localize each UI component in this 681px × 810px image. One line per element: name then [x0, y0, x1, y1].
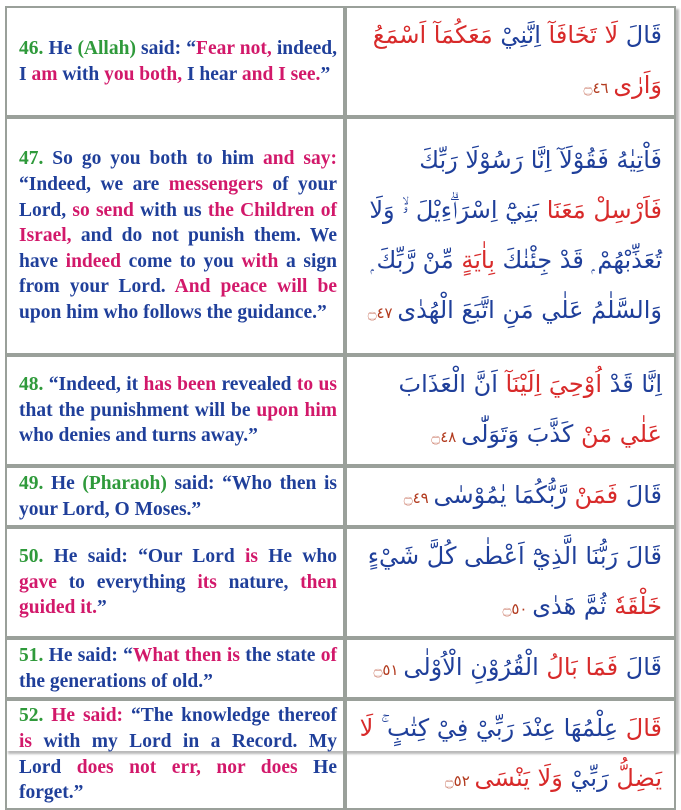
verse-number: 46. [19, 37, 44, 59]
translation-segment: its [197, 571, 217, 593]
translation-segment: He said: “Our Lord [43, 546, 245, 568]
translation-segment: (Pharaoh) [82, 472, 167, 494]
arabic-segment: قَالَ رَبُّنَا الَّذِيْٓ اَعْطٰى [464, 542, 662, 570]
arabic-segment: اُوْحِيَ اِلَيْنَآ [505, 370, 602, 398]
translation-segment: with [57, 63, 105, 85]
translation-segment: He said: “ [43, 644, 133, 666]
verse-row-49 [5, 466, 676, 527]
arabic-segment: اِنَّنِيْ [500, 21, 549, 49]
verse-number: 47. [19, 148, 44, 170]
ayah-end-marker: ۝٥١ [373, 661, 404, 679]
translation-segment: and I see. [241, 63, 321, 85]
translation-segment: who denies and turns away.” [19, 425, 258, 447]
translation-segment: has been [143, 374, 217, 396]
translation-segment: is [19, 730, 33, 752]
verse-row-50 [5, 527, 676, 638]
translation-segment: What then is [132, 644, 240, 666]
translation-segment: He [43, 37, 78, 59]
arabic-segment: فَاَرْسِلْ مَعَنَا [546, 195, 662, 224]
arabic-segment: كَذَّبَ وَتَوَلّٰى [461, 420, 581, 448]
arabic-segment: الْقُرُوْنِ الْاُوْلٰى [403, 653, 547, 681]
arabic-segment: قَالَ [618, 21, 662, 49]
translation-segment: upon him who follows the guidance.” [19, 301, 327, 323]
translation-segment: you both, [104, 63, 183, 85]
translation-segment: to everything [56, 571, 198, 593]
translation-segment: (Allah) [77, 37, 136, 59]
ayah-end-marker: ۝٤٩ [403, 489, 434, 507]
ayah-end-marker: ۝٤٧ [367, 303, 398, 322]
arabic-segment: بَنِيْٓ اِسْرَاۗءِيْلَ ۥۙ [402, 195, 547, 224]
arabic-segment: وَلَا يَنْسَى [474, 764, 563, 792]
verse-number: 52. [19, 705, 44, 727]
arabic-text-cell [345, 527, 676, 638]
translation-segment: indeed [65, 250, 121, 272]
verse-row-51 [5, 638, 676, 699]
translation-segment: “Indeed, it [43, 374, 144, 396]
translation-segment: to us [296, 374, 337, 396]
arabic-segment: بِاٰيَةٍ [461, 245, 495, 274]
arabic-segment: قَالَ [618, 714, 662, 742]
translation-segment: Fear not, [196, 37, 272, 59]
translation-segment: “Indeed, we are [19, 174, 169, 196]
verse-number: 51. [19, 644, 44, 666]
translation-segment: so send [72, 199, 134, 221]
ayah-end-marker: ۝٥٢ [444, 772, 475, 790]
verse-table-body [5, 6, 676, 810]
ayah-end-marker: ۝٤٦ [583, 79, 614, 97]
english-translation-cell [5, 117, 345, 355]
arabic-text-cell [345, 6, 676, 117]
verse-row-52 [5, 699, 676, 810]
arabic-segment: خَلْقَهٗ [614, 592, 662, 620]
verse-row-48 [5, 355, 676, 466]
arabic-segment: وَلَا تُعَذِّبْهُمْ ۭ قَدْ جِئْنٰكَ [369, 195, 662, 274]
translation-segment: and say: [263, 148, 338, 170]
translation-segment: of [320, 644, 338, 666]
arabic-text-cell [345, 699, 676, 810]
translation-segment: And peace will be [174, 276, 338, 298]
arabic-segment: ثُمَّ هَدٰى [532, 592, 615, 620]
translation-segment: I hear [182, 63, 242, 85]
translation-segment: messengers [168, 174, 263, 196]
translation-segment: the Children of Israel, [19, 199, 337, 247]
translation-segment: gave [19, 571, 57, 593]
translation-segment: said: “ [135, 37, 197, 59]
arabic-segment: كُلَّ شَيْءٍ [367, 542, 465, 570]
arabic-segment: قَالَ [618, 653, 662, 681]
english-translation-cell [5, 6, 345, 117]
ayah-end-marker: ۝٥٠ [502, 600, 533, 618]
translation-segment: “The knowledge thereof [130, 705, 337, 727]
verse-row-47 [5, 117, 676, 355]
translation-segment: the state [239, 644, 321, 666]
arabic-text-cell [345, 355, 676, 466]
translation-segment: upon him [256, 399, 337, 421]
verse-number: 48. [19, 374, 44, 396]
arabic-text-cell [345, 117, 676, 355]
english-translation-cell [5, 638, 345, 699]
arabic-segment: لَا تَخَافَآ [548, 21, 619, 49]
arabic-segment: عِلْمُهَا عِنْدَ رَبِّيْ فِيْ كِتٰبٍ ۚ [380, 714, 619, 742]
translation-segment: is [244, 546, 258, 568]
arabic-segment: مَعَكُمَآ اَسْمَعُ وَاَرٰى [372, 21, 662, 99]
arabic-segment: مِّنْ رَّبِّكَ ۭ وَالسَّلٰمُ عَلٰي مَنِ [370, 245, 662, 324]
arabic-segment: قَالَ [618, 481, 662, 509]
arabic-segment: اَنَّ الْعَذَابَ [398, 370, 506, 398]
english-translation-cell [5, 699, 345, 810]
arabic-text-cell [345, 638, 676, 699]
arabic-segment: اِنَّا قَدْ [602, 370, 662, 398]
translation-segment: So go you both to him [43, 148, 264, 170]
translation-segment: nature, [216, 571, 301, 593]
translation-segment: said: “Who then is your Lord, O Moses.” [19, 472, 337, 520]
ayah-end-marker: ۝٤٨ [431, 428, 462, 446]
arabic-segment: لَا يَضِلُّ [359, 714, 662, 792]
translation-segment: He who [257, 546, 337, 568]
translation-segment: with my Lord in a Record. My Lord [19, 730, 337, 778]
translation-segment: He said: [43, 705, 131, 727]
arabic-segment: اتَّبَعَ الْهُدٰى [397, 295, 503, 324]
arabic-text-cell [345, 466, 676, 527]
translation-segment: and do not punish them. We have [19, 225, 337, 272]
translation-segment: that the punishment will be [19, 399, 257, 421]
translation-segment: come to you [120, 250, 242, 272]
english-translation-cell [5, 527, 345, 638]
verse-page [5, 6, 676, 804]
arabic-segment: فَاْتِيٰهُ فَقُوْلَآ اِنَّا رَسُوْلَا رَبِّكَ [419, 145, 662, 174]
translation-segment: indeed, I [19, 37, 337, 85]
translation-segment: ” [97, 597, 107, 619]
verse-number: 50. [19, 546, 44, 568]
english-translation-cell [5, 466, 345, 527]
arabic-segment: رَبِّيْ [562, 764, 617, 792]
translation-segment: the generations of old.” [19, 670, 213, 692]
english-translation-cell [5, 355, 345, 466]
translation-segment: a sign from your Lord. [19, 250, 338, 298]
translation-segment: does not err, nor does [76, 756, 298, 778]
arabic-segment: رَّبُّكُمَا يٰمُوْسٰى [433, 481, 575, 509]
translation-segment: am [31, 63, 58, 85]
verse-number: 49. [19, 472, 44, 494]
translation-segment: revealed [216, 374, 297, 396]
verse-row-46 [5, 6, 676, 117]
arabic-segment: عَلٰي مَنْ [580, 420, 662, 448]
translation-segment: of your Lord, [19, 174, 337, 221]
translation-segment: He [43, 472, 83, 494]
translation-segment: then guided it. [19, 571, 337, 619]
verse-table [5, 6, 676, 810]
translation-segment: He forget.” [19, 756, 337, 804]
arabic-segment: فَمَنْ [574, 481, 619, 509]
translation-segment: ” [320, 63, 331, 85]
translation-segment: with [241, 250, 279, 272]
arabic-segment: فَمَا بَالُ [546, 653, 619, 681]
translation-segment: with us [133, 199, 208, 221]
